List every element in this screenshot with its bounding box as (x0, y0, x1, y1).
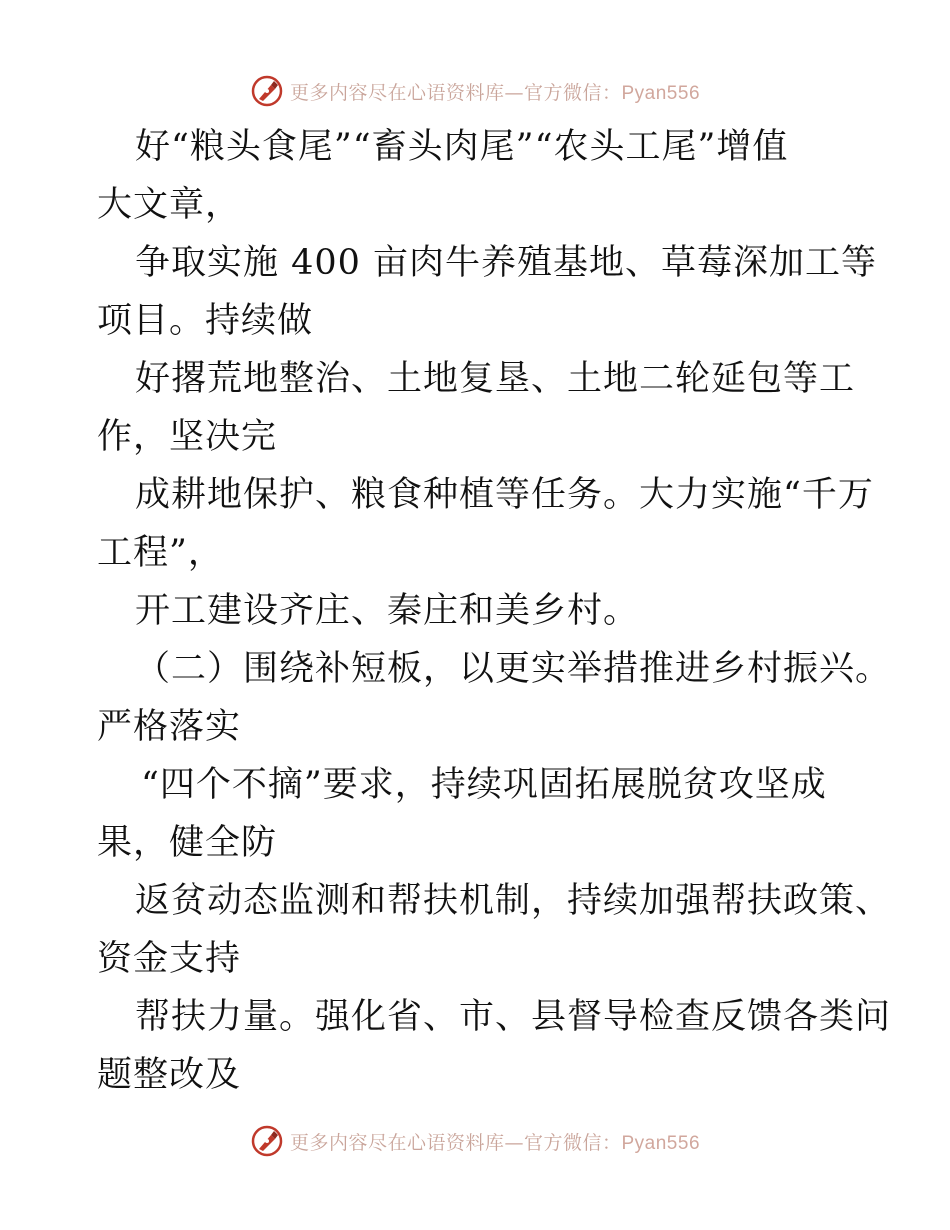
footer-watermark (0, 1121, 950, 1161)
text-line: 开工建设齐庄、秦庄和美乡村。 (135, 591, 640, 631)
text-line: 好“粮头食尾”“畜头肉尾”“农头工尾”增值 (135, 127, 789, 167)
text-line: 好撂荒地整治、土地复垦、土地二轮延包等工 (135, 359, 856, 399)
text-line: 资金支持 (97, 939, 242, 979)
text-line: 题整改及 (97, 1055, 242, 1095)
watermark-handle: Pyan556 (621, 1132, 701, 1154)
text-line: 果，健全防 (97, 823, 278, 863)
text-line: 成耕地保护、粮食种植等任务。大力实施“千万 (135, 475, 874, 515)
watermark-handle: Pyan556 (621, 82, 701, 104)
section-heading-line: （二）围绕补短板，以更实举措推进乡村振兴。 (135, 649, 892, 689)
text-line: “四个不摘”要求，持续巩固拓展脱贫攻坚成 (141, 765, 827, 805)
text-line: 严格落实 (97, 707, 242, 747)
text-line: 工程”， (97, 533, 224, 573)
text-line: 返贫动态监测和帮扶机制，持续加强帮扶政策、 (135, 881, 892, 921)
text-line: 作，坚决完 (97, 417, 278, 457)
text-line: 争取实施 400 亩肉牛养殖基地、草莓深加工等 (135, 243, 878, 283)
text-line: 帮扶力量。强化省、市、县督导检查反馈各类问 (135, 997, 892, 1037)
watermark-text: 更多内容尽在心语资料库—官方微信：Pyan556 (289, 1131, 701, 1154)
document-body (97, 118, 892, 1104)
text-line: 大文章， (97, 185, 242, 225)
header-watermark (0, 71, 950, 111)
text-line: 项目。持续做 (97, 301, 314, 341)
pen-nib-logo-icon (250, 1124, 284, 1158)
watermark-text: 更多内容尽在心语资料库—官方微信：Pyan556 (289, 81, 701, 104)
pen-nib-logo-icon (250, 74, 284, 108)
